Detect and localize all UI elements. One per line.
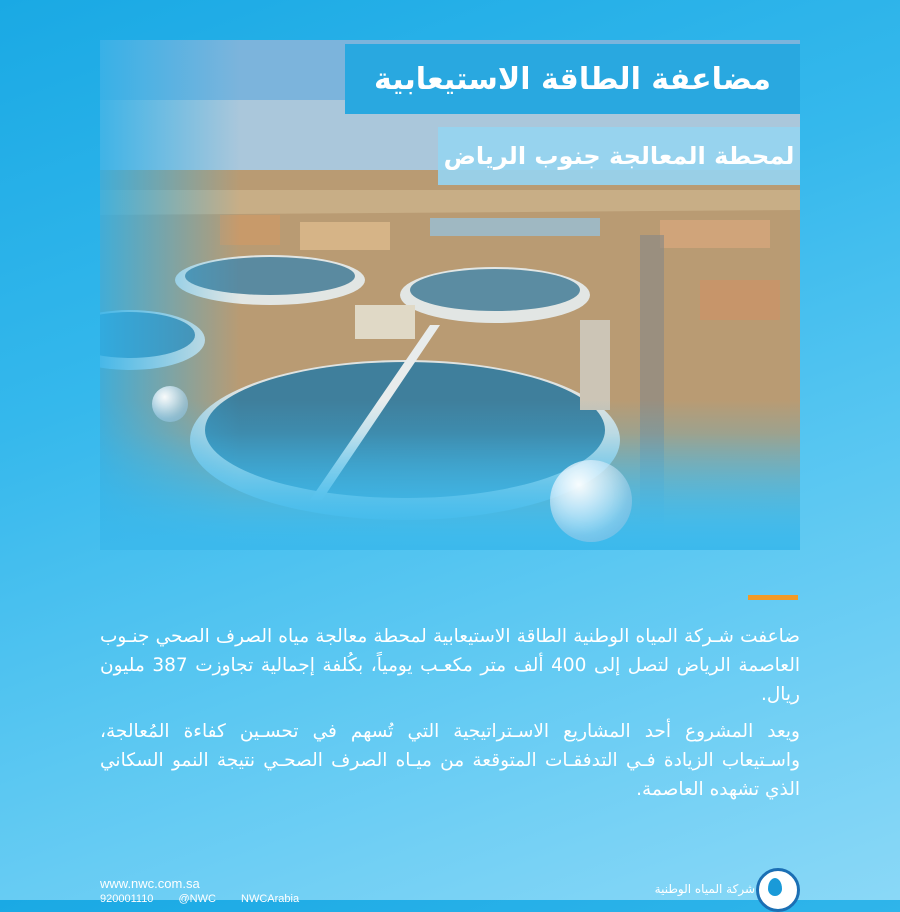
footer-contacts bbox=[100, 893, 321, 905]
treatment-plant-photo bbox=[100, 40, 800, 545]
paragraph-1: ضاعفت شـركة المياه الوطنية الطاقة الاستيعابية لمحطة معالجة مياه الصرف الصحي جنـوب العاصمة الرياض لتصل إلى 400 ألف متر مكعـب يومياً، بكُلفة إجمالية تجاوزت 387 مليون ريال. bbox=[100, 626, 801, 705]
phone-number: 920001110 bbox=[100, 893, 154, 905]
bubble-large bbox=[550, 460, 632, 542]
social-account[interactable]: NWCArabia bbox=[241, 893, 300, 905]
plant-illustration bbox=[100, 40, 800, 545]
article-body bbox=[100, 622, 800, 812]
paragraph-2: ويعد المشروع أحد المشاريع الاسـتراتيجية التي تُسهم في تحسـين كفاءة المُعالجة، واسـتيعاب الزيادة فـي التدفقـات المتوقعة من ميـاه الصرف الصحـي نتيجة النمو السكاني الذي تشهده العاصمة. bbox=[100, 721, 800, 800]
website-link[interactable]: www.nwc.com.sa bbox=[100, 876, 200, 891]
page-title: مضاعفة الطاقة الاستيعابية bbox=[345, 44, 800, 114]
social-handle[interactable]: @NWC bbox=[178, 893, 216, 905]
logo-text: شركة المياه الوطنية bbox=[654, 882, 755, 896]
bubble-small bbox=[152, 386, 188, 422]
nwc-logo-icon bbox=[756, 868, 800, 912]
accent-divider bbox=[748, 595, 798, 600]
page-subtitle: لمحطة المعالجة جنوب الرياض bbox=[438, 127, 800, 185]
